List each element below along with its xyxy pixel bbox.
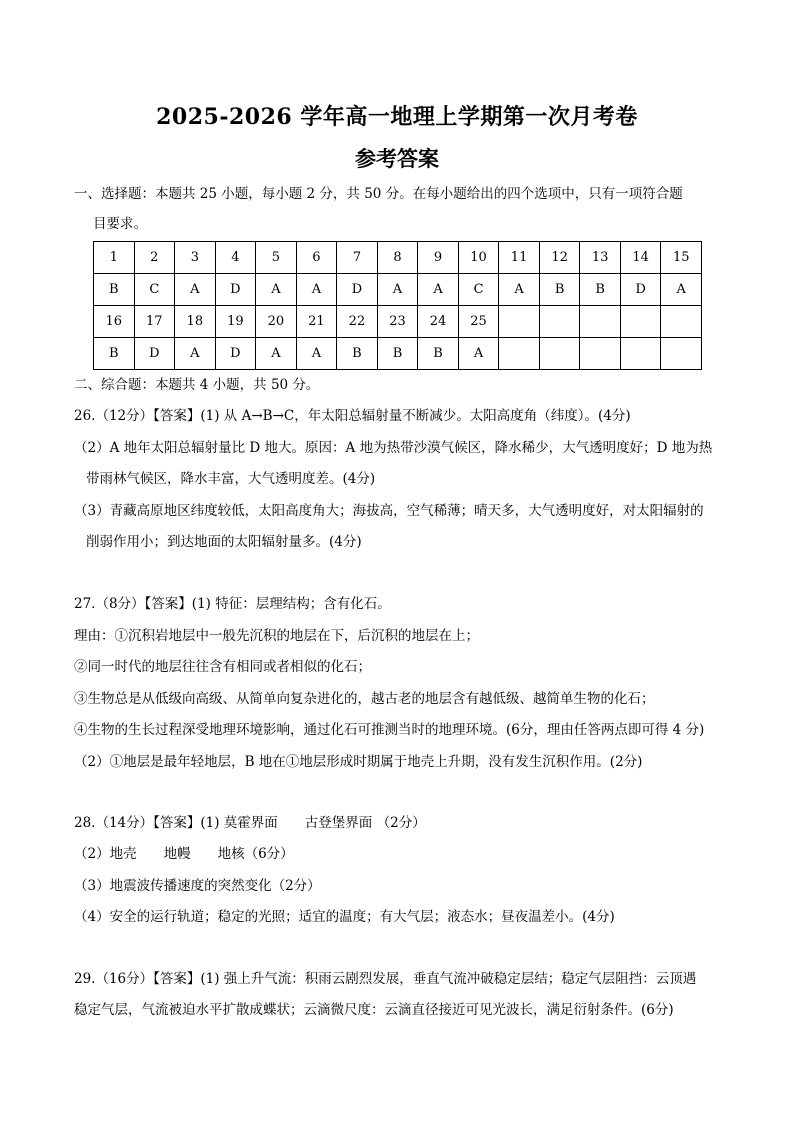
question-number-cell <box>539 306 580 338</box>
q26-line3: 带雨林气候区，降水丰富，大气透明度差。(4分) <box>86 471 376 487</box>
q28-line2: （2）地壳 地幔 地核（6分） <box>74 846 294 862</box>
answer-cell: A <box>256 338 297 370</box>
question-number-cell: 5 <box>256 242 297 274</box>
page-title: 2025-2026 学年高一地理上学期第一次月考卷 <box>156 104 638 130</box>
question-number-cell: 6 <box>296 242 337 274</box>
question-number-cell: 4 <box>215 242 256 274</box>
q28-line1: 28.（14分）【答案】(1) 莫霍界面 古登堡界面 （2分） <box>74 815 426 831</box>
question-number-cell: 2 <box>134 242 175 274</box>
question-number-cell: 15 <box>661 242 702 274</box>
answer-cell: A <box>499 274 540 306</box>
question-number-cell: 12 <box>539 242 580 274</box>
answer-row <box>94 338 702 370</box>
q27-line2: 理由：①沉积岩地层中一般先沉积的地层在下，后沉积的地层在上； <box>74 628 479 644</box>
section2-heading: 二、综合题：本题共 4 小题，共 50 分。 <box>74 377 320 393</box>
answer-cell: A <box>377 274 418 306</box>
answer-cell: A <box>175 274 216 306</box>
answer-cell <box>580 338 621 370</box>
answer-cell <box>499 338 540 370</box>
q27-line5: ④生物的生长过程深受地理环境影响，通过化石可推测当时的地理环境。(6分，理由任答两点即可得 4 分) <box>74 722 705 738</box>
question-number-cell: 9 <box>418 242 459 274</box>
q27-line6: （2）①地层是最年轻地层，B 地在①地层形成时期属于地壳上升期，没有发生沉积作用。(2分) <box>74 754 643 770</box>
question-number-cell: 17 <box>134 306 175 338</box>
question-number-cell: 22 <box>337 306 378 338</box>
question-number-cell: 7 <box>337 242 378 274</box>
question-number-cell <box>620 306 661 338</box>
answer-cell <box>620 338 661 370</box>
question-number-cell: 13 <box>580 242 621 274</box>
question-number-row <box>94 306 702 338</box>
answer-cell: B <box>94 338 135 370</box>
question-number-cell: 8 <box>377 242 418 274</box>
question-number-cell: 3 <box>175 242 216 274</box>
answer-cell: D <box>337 274 378 306</box>
q29-line1: 29.（16分）【答案】(1) 强上升气流：积雨云剧烈发展，垂直气流冲破稳定层结；稳定气层阻挡：云顶遇 <box>74 971 697 987</box>
question-number-cell: 25 <box>458 306 499 338</box>
question-number-cell: 10 <box>458 242 499 274</box>
answer-cell: A <box>296 338 337 370</box>
answer-cell: B <box>418 338 459 370</box>
q26-line2: （2）A 地年太阳总辐射量比 D 地大。原因：A 地为热带沙漠气候区，降水稀少，大气透明度好；D 地为热 <box>74 440 713 456</box>
answer-cell: A <box>175 338 216 370</box>
q28-line3: （3）地震波传播速度的突然变化（2分） <box>74 878 321 894</box>
answer-cell <box>539 338 580 370</box>
question-number-cell <box>661 306 702 338</box>
answer-cell: C <box>458 274 499 306</box>
answer-row <box>94 274 702 306</box>
question-number-cell: 21 <box>296 306 337 338</box>
question-number-cell: 16 <box>94 306 135 338</box>
answer-cell: A <box>458 338 499 370</box>
answer-cell: B <box>337 338 378 370</box>
answer-cell: B <box>377 338 418 370</box>
answer-cell: D <box>215 338 256 370</box>
section1-instruction-line1: 一、选择题：本题共 25 小题，每小题 2 分，共 50 分。在每小题给出的四个选项中，只有一项符合题 <box>74 186 683 202</box>
question-number-cell: 23 <box>377 306 418 338</box>
answer-cell: A <box>296 274 337 306</box>
answer-cell: C <box>134 274 175 306</box>
q27-line3: ②同一时代的地层往往含有相同或者相似的化石； <box>74 659 371 675</box>
answer-cell: A <box>661 274 702 306</box>
question-number-cell <box>580 306 621 338</box>
answer-cell: A <box>418 274 459 306</box>
question-number-cell: 20 <box>256 306 297 338</box>
q29-line2: 稳定气层，气流被迫水平扩散成蝶状；云滴微尺度：云滴直径接近可见光波长，满足衍射条件。(6分) <box>74 1002 674 1018</box>
question-number-cell: 24 <box>418 306 459 338</box>
question-number-cell: 19 <box>215 306 256 338</box>
answer-table <box>93 241 702 370</box>
question-number-cell: 1 <box>94 242 135 274</box>
answer-cell <box>661 338 702 370</box>
q28-line4: （4）安全的运行轨道；稳定的光照；适宜的温度；有大气层；液态水；昼夜温差小。(4分) <box>74 909 615 925</box>
q26-line5: 削弱作用小；到达地面的太阳辐射量多。(4分) <box>86 534 362 550</box>
q26-line1: 26.（12分）【答案】(1) 从 A→B→C，年太阳总辐射量不断减少。太阳高度角（纬度）。(4分) <box>74 408 631 424</box>
page-subtitle: 参考答案 <box>355 146 439 171</box>
answer-cell: B <box>580 274 621 306</box>
question-number-cell: 14 <box>620 242 661 274</box>
question-number-cell <box>499 306 540 338</box>
question-number-cell: 11 <box>499 242 540 274</box>
answer-cell: D <box>134 338 175 370</box>
question-number-row <box>94 242 702 274</box>
q27-line1: 27.（8分）【答案】(1) 特征：层理结构；含有化石。 <box>74 596 391 612</box>
answer-cell: D <box>215 274 256 306</box>
q26-line4: （3）青藏高原地区纬度较低，太阳高度角大；海拔高，空气稀薄；晴天多，大气透明度好，对太阳辐射的 <box>74 503 704 519</box>
answer-cell: B <box>94 274 135 306</box>
question-number-cell: 18 <box>175 306 216 338</box>
q27-line4: ③生物总是从低级向高级、从简单向复杂进化的，越古老的地层含有越低级、越简单生物的化石； <box>74 691 655 707</box>
answer-cell: D <box>620 274 661 306</box>
section1-instruction-line2: 目要求。 <box>93 216 147 232</box>
answer-cell: A <box>256 274 297 306</box>
answer-cell: B <box>539 274 580 306</box>
